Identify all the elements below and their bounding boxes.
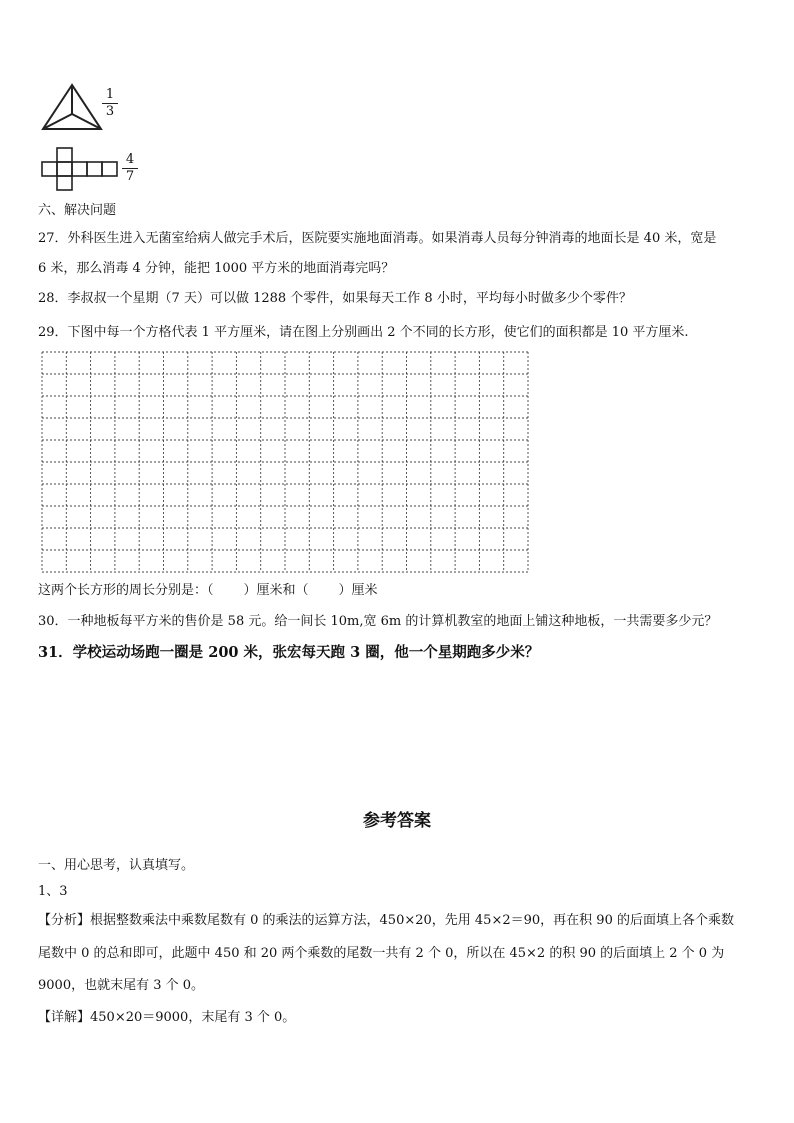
pyramid-figure <box>40 82 104 132</box>
question-29: 29．下图中每一个方格代表 1 平方厘米，请在图上分别画出 2 个不同的长方形，使它们的面积都是 10 平方厘米. <box>38 325 689 340</box>
question-29-answer <box>38 583 378 599</box>
section6-heading: 六、解决问题 <box>38 203 117 218</box>
answer-prefix: 这两个长方形的周长分别是：（ <box>38 583 214 598</box>
question-31: 31．学校运动场跑一圈是 200 米，张宏每天跑 3 圈，他一个星期跑多少米？ <box>38 644 540 661</box>
analysis-line2: 尾数中 0 的总和即可，此题中 450 和 20 两个乘数的尾数一共有 2 个 0，所以在 45×2 的积 90 的后面填上 2 个 0 为 <box>38 946 725 961</box>
answer-item-1: 1、3 <box>38 884 68 899</box>
detail-line: 【详解】450×20＝9000，末尾有 3 个 0。 <box>38 1010 296 1025</box>
cube-net-figure <box>40 146 122 194</box>
pyramid-fraction: 1 3 <box>102 88 118 119</box>
answers-section1-heading: 一、用心思考，认真填写。 <box>38 858 195 873</box>
answer-suffix: ）厘米 <box>338 583 378 598</box>
question-27-line1: 27．外科医生进入无菌室给病人做完手术后，医院要实施地面消毒。如果消毒人员每分钟消毒的地面长是 40 米，宽是 <box>38 231 717 246</box>
question-27-line2: 6 米，那么消毒 4 分钟，能把 1000 平方米的地面消毒完吗？ <box>38 261 395 276</box>
question-30: 30．一种地板每平方米的售价是 58 元。给一间长 10m,宽 6m 的计算机教室的地面上铺这种地板，一共需要多少元？ <box>38 614 718 629</box>
cube-net-fraction: 4 7 <box>122 153 138 184</box>
square-grid[interactable] <box>40 350 530 574</box>
analysis-line1: 【分析】根据整数乘法中乘数尾数有 0 的乘法的运算方法，450×20，先用 45×2＝90，再在积 90 的后面填上各个乘数 <box>38 913 734 928</box>
analysis-line3: 9000，也就末尾有 3 个 0。 <box>38 978 205 993</box>
answer-mid: ）厘米和（ <box>243 583 309 598</box>
answers-title: 参考答案 <box>363 811 431 831</box>
question-28: 28．李叔叔一个星期（7 天）可以做 1288 个零件，如果每天工作 8 小时，平均每小时做多少个零件？ <box>38 291 632 306</box>
